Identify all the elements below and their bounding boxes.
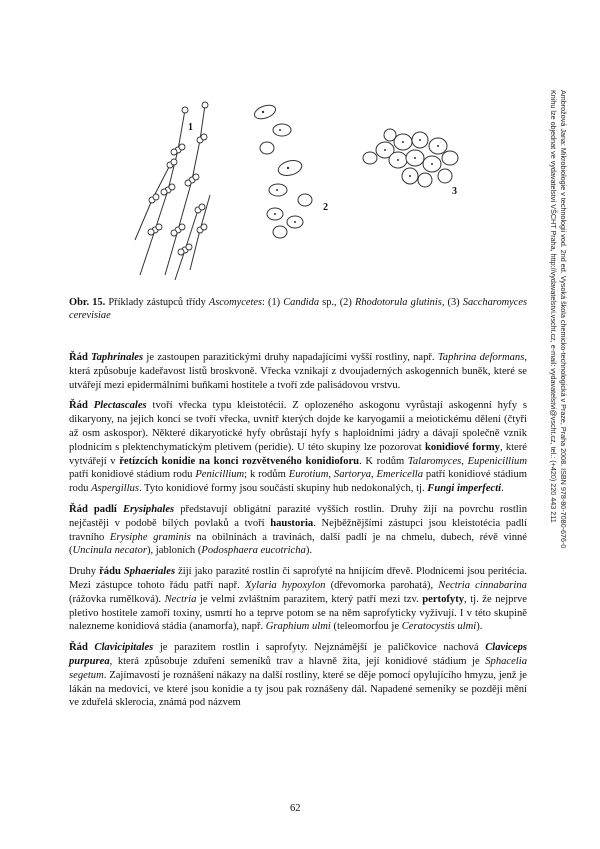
figure-label-2: 2 [323,202,328,213]
caption-species: Rhodotorula glutinis [354,297,442,308]
caption-text: sp., (2) [319,297,355,308]
figure-number: Obr. 15. [69,297,106,308]
caption-text: : (1) [262,297,284,308]
paragraph-plectascales: Řád Plectascales tvoří vřecka typu kleistotécií. Z oplozeného askogonu vyrůstají askogenní hyfy s dikaryony, na jejich konci se tvoří vřecka, uvnitř kterých dojde ke karyogamii a meiotickému dělení (čtyři až osm askospor). Některé dikaryotické hyfy obrůstají hyfy s haploidními jádry a dávají společně vznik plodnicím s plektenchymatickým pletivem (peridie). U této skupiny lze pozorovat konidiové formy, které vytvářejí v řetízcích konidie na konci rozvětveného konidioforu. K rodům Talaromyces, Eupenicillium patří konidiové stádium rodu Penicillium; k rodům Eurotium, Sartorya, Emericella patří konidiové stádium rodu Aspergillus. Tyto konidiové formy jsou součástí skupiny hub nedokonalých, tj. Fungi imperfecti. [69,400,528,495]
side-note-line-1: Ambrožová Jana: Mikrobiologie v technologii vod. 2nd ed. Vysoká škola chemicko-technologická v Praze, Praha 2008. ISBN 978-80-7080-676-0 [559,90,568,549]
figure-label-1: 1 [188,122,193,133]
paragraph-taphrinales: Řád Taphrinales je zastoupen parazitickými druhy napadajícími vyšší rostliny, např. Taphrina deformans, která způsobuje kadeřavost listů broskvoně. Vřecka vznikají z dvoujaderných askogenních buněk, které se utvářejí mezi epidermálními buňkami hostitele a tvoří zde palisádovou vrstvu. [69,352,527,391]
figure-15 [130,80,490,290]
figure-caption [69,296,527,323]
main-text [69,351,527,717]
page-number: 62 [290,803,301,814]
caption-species: Candida [283,297,320,308]
paragraph-erysiphales: Řád padlí Erysiphales představují obligátní parazité vyšších rostlin. Druhy žijí na povrchu rostlin nejčastěji v podobě bílých povlaků a tvoří haustoria. Nejběžnějšími zástupci jsou kleistotécia padlí travního Erysiphe graminis na obilninách a travinách, další padlí je na chmelu, dubech, révě vinné (Uncinula necator), jabloních (Podosphaera eucotricha). [69,503,528,557]
microscopy-drawing [130,80,490,290]
caption-text: , (3) [441,297,463,308]
paragraph-clavicipitales: Řád Clavicipitales je parazitem rostlin i saprofyty. Nejznámější je paličkovice nachová Claviceps purpurea, která způsobuje zduření semeníků trav a hlavně žita, její konidiové stádium je Sphacelia segetum. Zajímavostí je roznášení nákazy na další rostliny, které se děje pomocí opylujícího hmyzu, jenž je lákán na medovici, ve které jsou konidie a ty jsou pak roznášeny dál. Napadené semeníky se později mění ve zduřelá sklerocia, známá pod názvem [69,642,527,709]
paragraph-sphaeriales: Druhy řádu Sphaeriales žijí jako parazité rostlin či saprofyté na hnijícím dřevě. Plodnicemi jsou peritécia. Mezi zástupce tohoto řádu patří např. Xylaria hypoxylon (dřevomorka parohatá), Nectria cinnabarina (rážovka rumělková). Nectria je velmi zvláštním parazitem, který patří mezi tzv. pertofyty, tj. že nejprve pletivo hostitele zamoří toxiny, usmrtí ho a teprve potom se na něm saprofyticky vyživují. I v této skupině nalezneme konidiová stádia (anamorfa), např. Graphium ulmi (teleomorfou je Ceratocystis ulmi). [69,566,527,633]
side-copyright-note [550,90,570,630]
caption-class: Ascomycetes [208,297,262,308]
caption-species: Saccharomyces cerevisiae [69,297,528,322]
side-note-line-2: Knihu lze objednat ve vydavatelství VŠCHT Praha, http://vydavatelstvi.vscht.cz, e-mail: vydavatelstvi@vscht.cz, tel.: (+420) 220 443 211 [549,90,559,523]
caption-text: Příklady zástupců třídy [105,297,209,308]
figure-label-3: 3 [452,186,457,197]
